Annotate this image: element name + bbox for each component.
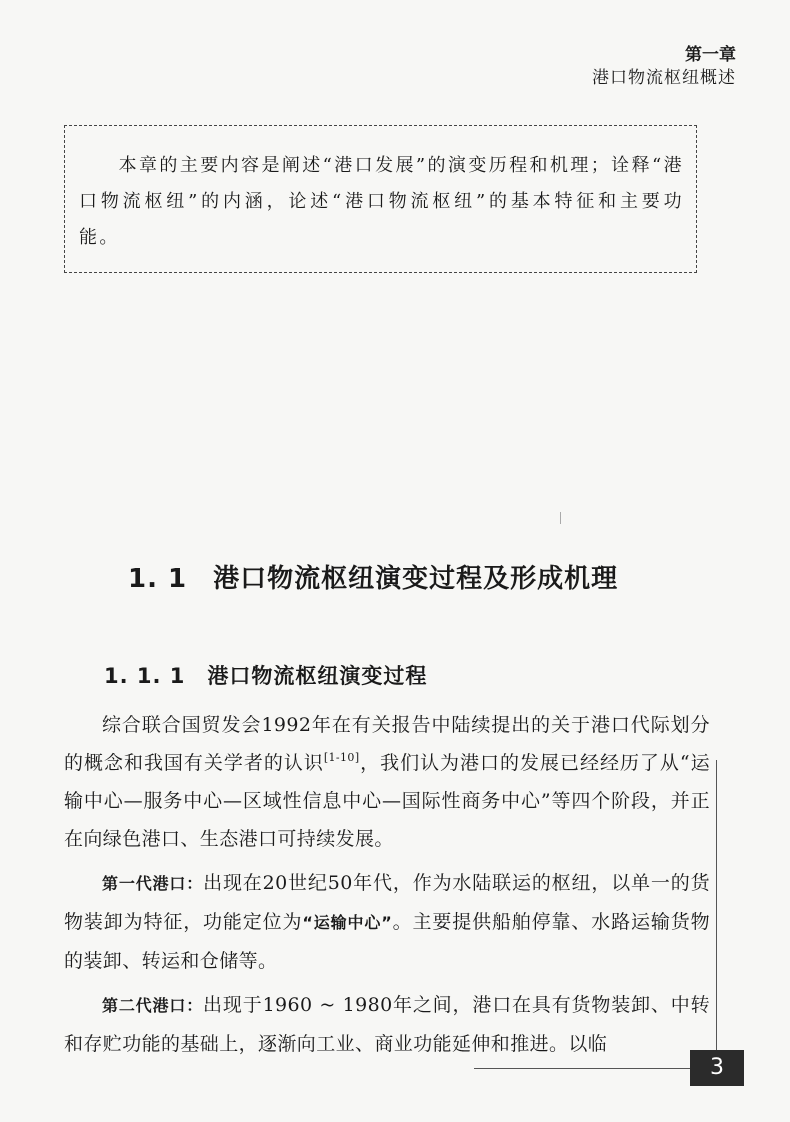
paragraph-text: 出现在20世纪50年代，作为水陆联运的枢纽，以单一的货物装卸为特征，功能定位为 xyxy=(64,872,710,933)
running-header xyxy=(592,44,736,90)
paragraph-text: 。主要提供船舶停靠、水路运输货物的装卸、转运和仓储等。 xyxy=(64,911,710,972)
subsection-number: 1. 1. 1 xyxy=(104,664,186,688)
chapter-title: 港口物流枢纽概述 xyxy=(592,68,736,88)
section-number: 1. 1 xyxy=(128,564,188,594)
body-text xyxy=(64,706,710,1069)
chapter-summary-box xyxy=(64,125,697,273)
term-label: 第一代港口： xyxy=(102,874,204,893)
paragraph-first-gen xyxy=(64,864,710,980)
section-heading xyxy=(128,558,618,595)
paragraph-second-gen xyxy=(64,986,710,1063)
scan-mark xyxy=(560,512,561,524)
subsection-heading xyxy=(104,660,427,690)
emphasis-text: “运输中心” xyxy=(302,913,393,932)
page-number: 3 xyxy=(690,1050,744,1086)
chapter-label: 第一章 xyxy=(685,45,736,65)
margin-rule xyxy=(716,760,717,1066)
paragraph-text: ，我们认为港口的发展已经经历了从“运输中心—服务中心—区域性信息中心—国际性商务中心”等四个阶段，并正在向绿色港口、生态港口可持续发展。 xyxy=(64,752,710,850)
chapter-summary-text: 本章的主要内容是阐述“港口发展”的演变历程和机理；诠释“港口物流枢纽”的内涵，论述“港口物流枢纽”的基本特征和主要功能。 xyxy=(79,155,684,248)
citation: [1-10] xyxy=(323,751,360,764)
paragraph-intro xyxy=(64,706,710,858)
term-label: 第二代港口： xyxy=(102,996,204,1015)
paragraph-text: 综合联合国贸发会1992年在有关报告中陆续提出的关于港口代际划分的概念和我国有关学者的认识 xyxy=(64,714,710,774)
footer-rule xyxy=(474,1068,690,1069)
subsection-title: 港口物流枢纽演变过程 xyxy=(207,664,428,688)
paragraph-text: 出现于1960 ~ 1980年之间，港口在具有货物装卸、中转和存贮功能的基础上，逐渐向工业、商业功能延伸和推进。以临 xyxy=(64,994,710,1055)
section-title: 港口物流枢纽演变过程及形成机理 xyxy=(213,564,619,594)
